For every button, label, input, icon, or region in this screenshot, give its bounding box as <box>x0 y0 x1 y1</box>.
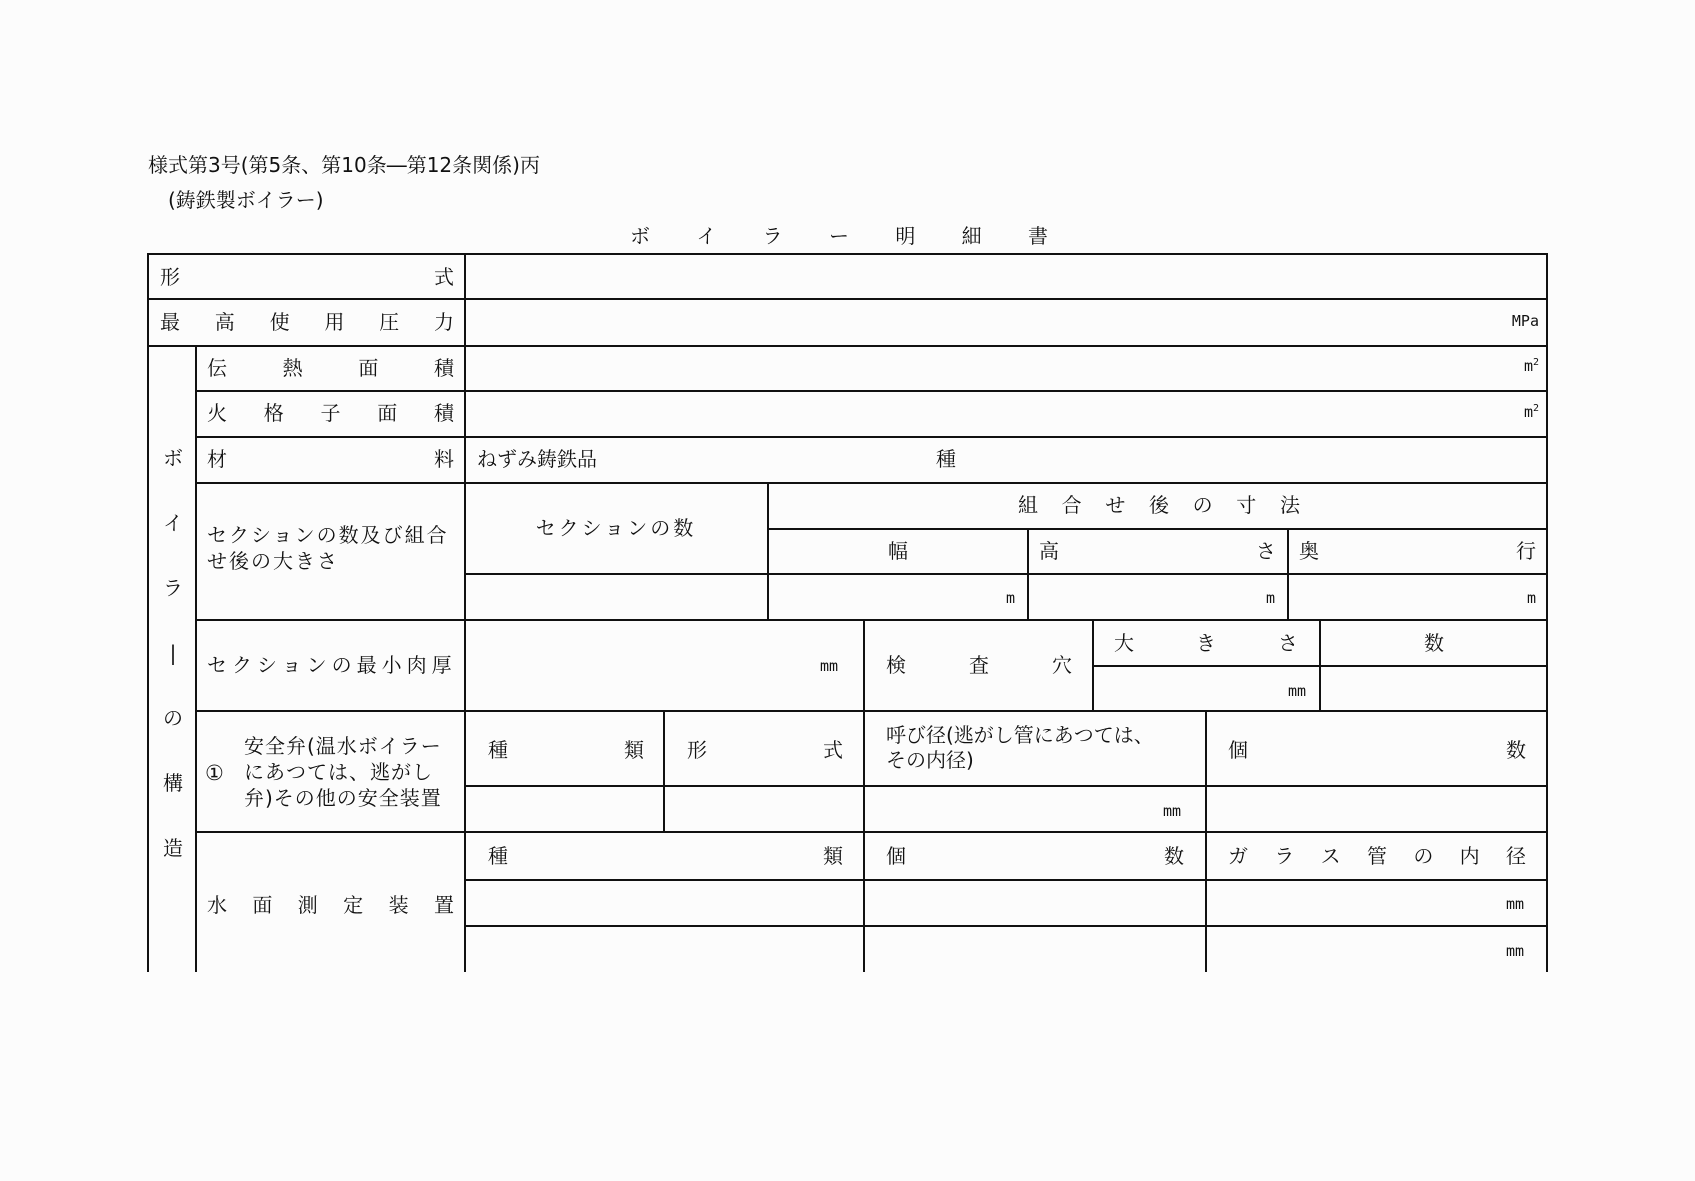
label-material: 材 料 <box>207 447 454 471</box>
label-heating-surface: 伝 熱 面 積 <box>207 356 454 380</box>
valve-kind-input[interactable] <box>466 787 663 831</box>
max-pressure-input[interactable] <box>466 300 1546 345</box>
document-title: ボ イ ラ ー 明 細 書 <box>630 224 1048 248</box>
unit-m: m <box>1266 589 1276 607</box>
width-label: 幅 <box>888 539 908 563</box>
gauge-kind-label: 種 類 <box>488 844 843 868</box>
glass-diameter-input-1[interactable] <box>1207 881 1546 925</box>
row-line <box>195 831 1548 833</box>
row-line <box>195 482 1548 484</box>
label-sections: セクションの数及び組合 せ後の大きさ <box>207 523 449 573</box>
inspection-size-input[interactable] <box>1094 667 1319 710</box>
unit-m: m <box>1006 589 1016 607</box>
heating-surface-input[interactable] <box>466 347 1546 390</box>
label-max-pressure: 最 高 使 用 圧 力 <box>160 310 454 334</box>
glass-tube-diameter-label: ガ ラ ス 管 の 内 径 <box>1228 844 1526 868</box>
unit-mm: mm <box>1506 942 1525 960</box>
label-type: 形 式 <box>160 265 454 289</box>
section-count-header: セクションの数 <box>535 516 697 540</box>
unit-m2: $m^2$ <box>1523 357 1539 375</box>
row-line <box>195 710 1548 712</box>
depth-label: 奥 行 <box>1299 539 1536 563</box>
inspection-count-label: 数 <box>1424 631 1444 655</box>
width-input[interactable] <box>769 575 1027 619</box>
valve-diameter-label: 呼び径(逃がし管にあつては、 その内径) <box>886 723 1154 772</box>
gauge-kind-input-2[interactable] <box>466 927 863 972</box>
unit-m: m <box>1527 589 1537 607</box>
material-grade-label: 種 <box>936 447 956 471</box>
inspection-count-input[interactable] <box>1321 667 1546 710</box>
valve-kind-label: 種 類 <box>488 738 644 762</box>
label-inspection-hole: 検 査 穴 <box>886 653 1072 677</box>
valve-diameter-input[interactable] <box>865 787 1205 831</box>
type-input[interactable] <box>466 255 1546 298</box>
form-number: 様式第3号(第5条、第10条―第12条関係)丙 <box>148 153 540 177</box>
circled-one-marker: ① <box>205 761 224 785</box>
glass-diameter-input-2[interactable] <box>1207 927 1546 972</box>
gauge-kind-input-1[interactable] <box>466 881 863 925</box>
table-border-right <box>1546 253 1548 972</box>
row-line <box>768 528 1548 530</box>
section-count-input[interactable] <box>466 575 767 619</box>
grate-area-input[interactable] <box>466 392 1546 436</box>
height-input[interactable] <box>1029 575 1287 619</box>
unit-mm: mm <box>1288 682 1307 700</box>
min-thickness-input[interactable] <box>466 621 863 710</box>
gauge-count-input-1[interactable] <box>865 881 1205 925</box>
material-grade-input[interactable] <box>720 438 920 482</box>
unit-mpa: MPa <box>1511 312 1539 330</box>
valve-form-input[interactable] <box>665 787 863 831</box>
unit-m2: $m^2$ <box>1523 403 1539 421</box>
form-subtitle: (鋳鉄製ボイラー) <box>168 188 324 212</box>
label-boiler-structure: ボ イ ラ | の 構 造 <box>163 446 183 860</box>
label-safety-valve: 安全弁(温水ボイラー にあつては、逃がし 弁)その他の安全装置 <box>244 734 442 810</box>
dims-header: 組 合 せ 後 の 寸 法 <box>1018 493 1300 517</box>
material-value: ねずみ鋳鉄品 <box>477 447 597 471</box>
valve-count-label: 個 数 <box>1228 738 1526 762</box>
label-min-thickness: セクションの最小肉厚 <box>207 653 457 677</box>
unit-mm: mm <box>1506 895 1525 913</box>
label-grate-area: 火 格 子 面 積 <box>207 401 454 425</box>
label-water-gauge: 水 面 測 定 装 置 <box>207 893 454 917</box>
gauge-count-label: 個 数 <box>886 844 1184 868</box>
gauge-count-input-2[interactable] <box>865 927 1205 972</box>
inspection-size-label: 大 き さ <box>1114 631 1298 655</box>
depth-input[interactable] <box>1289 575 1546 619</box>
unit-mm: mm <box>1163 802 1182 820</box>
row-line <box>195 619 1548 621</box>
unit-mm: mm <box>820 657 839 675</box>
valve-form-label: 形 式 <box>687 738 843 762</box>
height-label: 高 さ <box>1039 539 1276 563</box>
valve-count-input[interactable] <box>1207 787 1546 831</box>
